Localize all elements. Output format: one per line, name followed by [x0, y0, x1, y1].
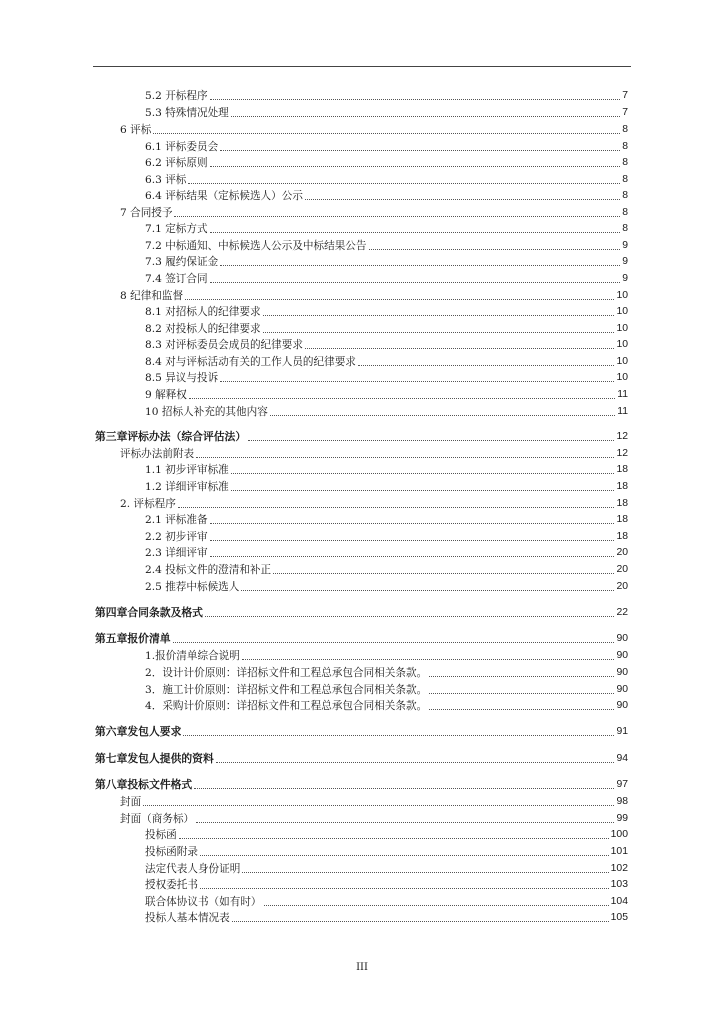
- toc-entry-page: 98: [616, 796, 628, 807]
- toc-leader-dots: [242, 860, 608, 873]
- toc-entry-label: 8.3 对评标委员会成员的纪律要求: [145, 339, 303, 351]
- toc-leader-dots: [200, 843, 609, 856]
- toc-entry-page: 8: [622, 207, 628, 218]
- toc-entry[interactable]: [145, 171, 628, 187]
- toc-leader-dots: [210, 270, 621, 283]
- toc-entry[interactable]: [120, 287, 628, 303]
- toc-entry-page: 90: [616, 633, 628, 644]
- toc-entry-label: 评标办法前附表: [120, 448, 195, 460]
- toc-chapter-entry[interactable]: [95, 630, 628, 646]
- toc-entry-page: 22: [616, 607, 628, 618]
- toc-entry[interactable]: [145, 104, 628, 120]
- toc-entry-page: 18: [616, 481, 628, 492]
- toc-entry-page: 10: [616, 306, 628, 317]
- toc-entry[interactable]: [145, 253, 628, 269]
- toc-entry-label: 8.4 对与评标活动有关的工作人员的纪律要求: [145, 356, 356, 368]
- toc-leader-dots: [196, 810, 614, 823]
- toc-entry-page: 102: [610, 863, 628, 874]
- toc-leader-dots: [263, 303, 615, 316]
- toc-entry-label: 2．设计计价原则：详招标文件和工程总承包合同相关条款。: [145, 667, 428, 679]
- toc-leader-dots: [210, 87, 621, 100]
- toc-entry-page: 11: [617, 406, 628, 417]
- toc-leader-dots: [231, 104, 620, 117]
- toc-entry[interactable]: [120, 445, 628, 461]
- toc-entry-page: 10: [616, 290, 628, 301]
- toc-leader-dots: [143, 793, 614, 806]
- toc-leader-dots: [196, 445, 614, 458]
- toc-entry[interactable]: [145, 647, 628, 663]
- toc-entry-label: 6 评标: [120, 124, 152, 136]
- toc-leader-dots: [188, 171, 620, 184]
- toc-entry-page: 90: [616, 700, 628, 711]
- toc-chapter-entry[interactable]: [95, 750, 628, 766]
- toc-entry-page: 99: [616, 813, 628, 824]
- toc-leader-dots: [200, 876, 609, 889]
- toc-entry[interactable]: [145, 909, 628, 925]
- toc-entry[interactable]: [145, 87, 628, 103]
- toc-entry-page: 11: [617, 389, 628, 400]
- toc-chapter-entry[interactable]: [95, 776, 628, 792]
- toc-leader-dots: [248, 428, 614, 441]
- toc-entry-label: 6.1 评标委员会: [145, 141, 219, 153]
- toc-entry-label: 9 解释权: [145, 389, 187, 401]
- toc-entry-page: 10: [616, 356, 628, 367]
- toc-entry[interactable]: [145, 826, 628, 842]
- toc-leader-dots: [231, 478, 615, 491]
- toc-entry-page: 91: [616, 726, 628, 737]
- toc-entry[interactable]: [145, 220, 628, 236]
- toc-entry-label: 5.3 特殊情况处理: [145, 107, 229, 119]
- toc-entry-page: 7: [622, 90, 628, 101]
- toc-leader-dots: [264, 893, 609, 906]
- toc-entry-page: 90: [616, 650, 628, 661]
- toc-entry[interactable]: [145, 876, 628, 892]
- toc-entry[interactable]: [145, 303, 628, 319]
- toc-entry-label: 1.1 初步评审标准: [145, 464, 229, 476]
- toc-entry-label: 第四章合同条款及格式: [95, 607, 203, 619]
- toc-entry-page: 8: [622, 157, 628, 168]
- toc-leader-dots: [173, 630, 615, 643]
- toc-entry-page: 20: [616, 581, 628, 592]
- toc-entry-page: 10: [616, 323, 628, 334]
- toc-entry-label: 6.3 评标: [145, 174, 187, 186]
- toc-entry[interactable]: [120, 204, 628, 220]
- toc-entry[interactable]: [120, 793, 628, 809]
- toc-leader-dots: [305, 336, 615, 349]
- toc-entry-label: 5.2 开标程序: [145, 90, 208, 102]
- toc-entry-label: 7.2 中标通知、中标候选人公示及中标结果公告: [145, 240, 367, 252]
- toc-entry-page: 18: [616, 498, 628, 509]
- toc-entry-page: 97: [616, 779, 628, 790]
- toc-entry-page: 9: [622, 240, 628, 251]
- toc-leader-dots: [210, 511, 615, 524]
- toc-entry[interactable]: [145, 369, 628, 385]
- toc-leader-dots: [153, 121, 620, 134]
- toc-leader-dots: [189, 386, 615, 399]
- toc-entry-page: 10: [616, 372, 628, 383]
- toc-entry[interactable]: [120, 121, 628, 137]
- header-rule: [93, 66, 631, 67]
- toc-entry-page: 8: [622, 124, 628, 135]
- toc-entry-page: 100: [610, 829, 628, 840]
- toc-entry-label: 授权委托书: [145, 879, 198, 891]
- toc-leader-dots: [220, 253, 620, 266]
- toc-entry-page: 9: [622, 256, 628, 267]
- toc-entry-label: 第八章投标文件格式: [95, 779, 193, 791]
- toc-entry-page: 12: [616, 431, 628, 442]
- toc-entry-page: 101: [610, 846, 628, 857]
- toc-entry[interactable]: [145, 843, 628, 859]
- toc-entry-label: 封面: [120, 796, 142, 808]
- toc-entry-page: 90: [616, 667, 628, 678]
- toc-entry[interactable]: [145, 154, 628, 170]
- toc-chapter-entry[interactable]: [95, 723, 628, 739]
- toc-entry-page: 18: [616, 514, 628, 525]
- toc-leader-dots: [273, 561, 614, 574]
- toc-leader-dots: [220, 369, 614, 382]
- toc-entry-page: 8: [622, 141, 628, 152]
- toc-entry-page: 90: [616, 684, 628, 695]
- toc-entry-label: 第三章评标办法（综合评估法）: [95, 431, 247, 443]
- page-number: III: [356, 962, 368, 973]
- toc-leader-dots: [185, 287, 614, 300]
- toc-leader-dots: [210, 154, 621, 167]
- toc-entry[interactable]: [145, 860, 628, 876]
- toc-entry-page: 105: [610, 912, 628, 923]
- toc-leader-dots: [183, 723, 614, 736]
- toc-entry[interactable]: [145, 528, 628, 544]
- toc-entry-label: 7 合同授予: [120, 207, 173, 219]
- toc-leader-dots: [369, 237, 621, 250]
- toc-entry[interactable]: [145, 578, 628, 594]
- toc-entry-label: 7.1 定标方式: [145, 223, 208, 235]
- toc-leader-dots: [429, 697, 614, 710]
- toc-entry[interactable]: [145, 478, 628, 494]
- toc-entry-label: 投标函附录: [145, 846, 198, 858]
- toc-leader-dots: [210, 528, 615, 541]
- toc-leader-dots: [429, 681, 614, 694]
- toc-leader-dots: [232, 909, 609, 922]
- toc-entry-label: 投标人基本情况表: [145, 912, 230, 924]
- toc-entry[interactable]: [145, 681, 628, 697]
- toc-entry[interactable]: [145, 187, 628, 203]
- toc-entry-label: 2.1 评标准备: [145, 514, 208, 526]
- toc-entry-label: 8 纪律和监督: [120, 290, 184, 302]
- toc-entry-page: 8: [622, 223, 628, 234]
- toc-leader-dots: [194, 776, 614, 789]
- toc-entry[interactable]: [145, 511, 628, 527]
- toc-entry[interactable]: [145, 561, 628, 577]
- toc-entry-label: 2.3 详细评审: [145, 547, 208, 559]
- toc-entry[interactable]: [145, 403, 628, 419]
- toc-leader-dots: [210, 220, 621, 233]
- toc-entry-label: 1.报价清单综合说明: [145, 650, 240, 662]
- toc-entry-label: 2.4 投标文件的澄清和补正: [145, 564, 272, 576]
- toc-entry[interactable]: [145, 353, 628, 369]
- toc-entry-label: 投标函: [145, 829, 177, 841]
- toc-entry[interactable]: [145, 138, 628, 154]
- toc-entry[interactable]: [145, 336, 628, 352]
- toc-entry[interactable]: [145, 237, 628, 253]
- toc-leader-dots: [242, 647, 615, 660]
- toc-entry[interactable]: [120, 810, 628, 826]
- toc-entry-label: 4．采购计价原则：详招标文件和工程总承包合同相关条款。: [145, 700, 428, 712]
- toc-entry-label: 8.1 对招标人的纪律要求: [145, 306, 261, 318]
- toc-leader-dots: [178, 495, 615, 508]
- toc-entry-label: 3．施工计价原则：详招标文件和工程总承包合同相关条款。: [145, 684, 428, 696]
- toc-entry-label: 10 招标人补充的其他内容: [145, 406, 268, 418]
- toc-leader-dots: [220, 138, 620, 151]
- toc-entry-label: 6.4 评标结果（定标候选人）公示: [145, 190, 303, 202]
- toc-entry-page: 8: [622, 190, 628, 201]
- toc-entry-label: 2.5 推荐中标候选人: [145, 581, 240, 593]
- toc-leader-dots: [429, 664, 614, 677]
- toc-entry[interactable]: [145, 386, 628, 402]
- toc-chapter-entry[interactable]: [95, 428, 628, 444]
- toc-entry-page: 9: [622, 273, 628, 284]
- toc-entry-label: 封面（商务标）: [120, 813, 195, 825]
- toc-leader-dots: [263, 320, 615, 333]
- toc-entry[interactable]: [145, 893, 628, 909]
- toc-entry-label: 7.4 签订合同: [145, 273, 208, 285]
- toc-entry-label: 法定代表人身份证明: [145, 863, 241, 875]
- toc-entry-label: 8.5 异议与投诉: [145, 372, 219, 384]
- toc-entry-page: 7: [622, 107, 628, 118]
- toc-chapter-entry[interactable]: [95, 604, 628, 620]
- toc-leader-dots: [210, 544, 615, 557]
- toc-leader-dots: [174, 204, 620, 217]
- toc-leader-dots: [305, 187, 620, 200]
- toc-entry[interactable]: [145, 320, 628, 336]
- toc-entry[interactable]: [145, 544, 628, 560]
- toc-leader-dots: [241, 578, 614, 591]
- toc-leader-dots: [205, 604, 614, 617]
- toc-entry-page: 103: [610, 879, 628, 890]
- toc-entry-label: 第六章发包人要求: [95, 726, 182, 738]
- toc-entry-label: 联合体协议书（如有时）: [145, 896, 262, 908]
- toc-entry-page: 10: [616, 339, 628, 350]
- toc-leader-dots: [216, 750, 615, 763]
- toc-entry-label: 第五章报价清单: [95, 633, 171, 645]
- toc-entry-page: 8: [622, 174, 628, 185]
- toc-entry-page: 20: [616, 564, 628, 575]
- toc-entry-label: 第七章发包人提供的资料: [95, 753, 214, 765]
- toc-entry-label: 8.2 对投标人的纪律要求: [145, 323, 261, 335]
- toc-entry[interactable]: [145, 270, 628, 286]
- toc-entry-page: 20: [616, 547, 628, 558]
- toc-leader-dots: [231, 461, 615, 474]
- toc-leader-dots: [179, 826, 609, 839]
- toc-entry[interactable]: [145, 697, 628, 713]
- toc-entry-label: 6.2 评标原则: [145, 157, 208, 169]
- toc-entry-label: 2.2 初步评审: [145, 531, 208, 543]
- toc-entry-page: 94: [616, 753, 628, 764]
- toc-entry-page: 104: [610, 896, 628, 907]
- toc-leader-dots: [358, 353, 615, 366]
- toc-entry[interactable]: [145, 664, 628, 680]
- toc-entry-label: 1.2 详细评审标准: [145, 481, 229, 493]
- toc-entry[interactable]: [145, 461, 628, 477]
- toc-entry-label: 7.3 履约保证金: [145, 256, 219, 268]
- toc-entry-page: 18: [616, 531, 628, 542]
- toc-entry-label: 2. 评标程序: [120, 498, 176, 510]
- toc-entry[interactable]: [120, 495, 628, 511]
- toc-entry-page: 12: [616, 448, 628, 459]
- toc-leader-dots: [270, 403, 615, 416]
- toc-entry-page: 18: [616, 464, 628, 475]
